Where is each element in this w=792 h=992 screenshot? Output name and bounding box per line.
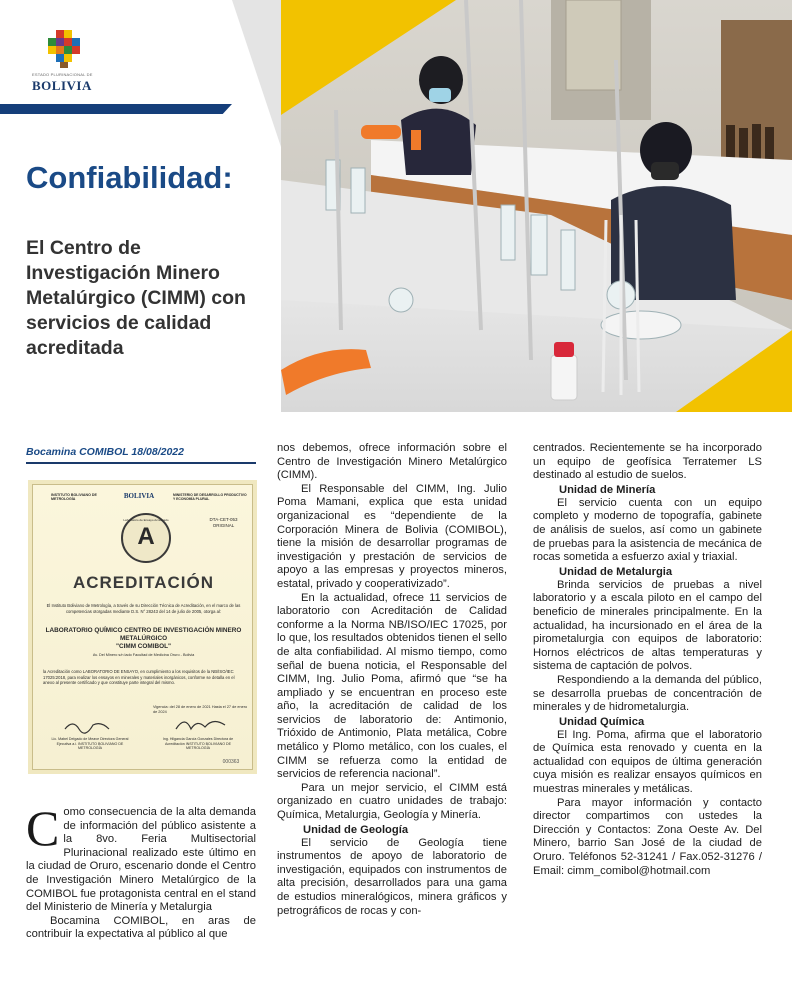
signature-right-icon: [173, 715, 228, 735]
certificate-country: BOLIVIA: [123, 492, 155, 500]
certificate-lab-name: LABORATORIO QUÍMICO CENTRO DE INVESTIGACIÓN MINERO METALÚRGICO: [45, 627, 242, 642]
certificate-ministry: MINISTERIO DE DESARROLLO PRODUCTIVO Y ECONOMÍA PLURAL: [173, 493, 247, 501]
drop-cap: C: [26, 800, 60, 856]
section-heading-mineria: Unidad de Minería: [559, 483, 656, 496]
paragraph: El Ing. Poma, afirma que el laboratorio de Química esta renovado y cuenta en la actualidad con equipos de última generación cuya misión es realizar ensayos químicos en muestras minerales y metálicas.: [533, 728, 762, 796]
page-title: Confiabilidad:: [26, 160, 233, 195]
signature-left-icon: [63, 717, 113, 735]
seal-ring-text: Laboratorio de Ensayo Acreditado: [123, 518, 169, 522]
paragraph: Respondiendo a la demanda del público, se desarrolla pruebas de concentración de minerales y de hidrometalurgia.: [533, 673, 762, 714]
certificate-signatory-left: Lic. Mabel Delgado de Meave Directora General Ejecutiva a.i. INSTITUTO BOLIVIANO DE METROLOGÍA: [51, 737, 129, 751]
certificate-original: ORIGINAL: [212, 523, 235, 528]
article-column-1: [26, 800, 256, 942]
paragraph: Brinda servicios de pruebas a nivel laboratorio y a escala piloto en el campo del beneficio de minerales principalmente. En la actualidad, ha incursionado en el área de la pirometalurgia con equipos de laboratorio: Hornos eléctricos de altas temperaturas y sistema de captación de polvos.: [533, 578, 762, 673]
certificate-address: Av. Del Minero s/n lado Facultad de Medicina Oruro - Bolivia: [92, 653, 195, 657]
article-column-3: [533, 442, 762, 878]
laboratory-photo: [281, 0, 792, 412]
certificate-issuer: INSTITUTO BOLIVIANO DE METROLOGÍA: [51, 493, 97, 501]
certificate-code: DTA-CET-053: [209, 517, 238, 522]
certificate-heading: ACREDITACIÓN: [72, 573, 215, 592]
article-subtitle: El Centro de Investigación Minero Metalúrgico (CIMM) con servicios de calidad acreditada: [26, 237, 246, 359]
bolivia-coat-of-arms-logo: [38, 28, 90, 70]
contact-paragraph: Para mayor información y contacto director compartimos con ustedes la Dirección y Contactos: Zona Oeste Av. Del Minero, barrio San José de la ciudad de Oruro. Teléfonos 52-31241 / Fax.052-31276 / Email: cimm_comibol@hotmail.com: [533, 796, 762, 877]
certificate-signatory-right: Ing. Hilgancia García Gonzales Directora de Acreditación INSTITUTO BOLIVIANO DE METROLOGÍA: [162, 737, 234, 751]
byline-divider: [26, 462, 256, 464]
accreditation-seal-icon: [121, 513, 171, 563]
certificate-lab-short: "CIMM COMIBOL": [115, 643, 172, 650]
section-heading-metalurgia: Unidad de Metalurgia: [559, 565, 673, 578]
intro-paragraph: [26, 800, 256, 915]
article-column-2: [277, 442, 507, 918]
paragraph: En la actualidad, ofrece 11 servicios de laboratorio con Acreditación de Calidad conforme a la Norma NB/ISO/IEC 17025, por lo que, los resultados obtenidos tienen el sello de alta confiabilidad. Al mismo tiempo, como señal de buena noticia, el Responsable del CIMM, Ing. Julio Poma, afirmó que “se ha ampliado y se encuentran en proceso este año, la acreditación de calidad de los servicios de laboratorio de: Antimonio, Trióxido de Antimonio, Plata metálica, Cobre metálico y Plomo metálico, con los cuales, el CIMM se refuerza como la entidad de servicios de referencia nacional”.: [277, 591, 507, 781]
certificate-body: la Acreditación como LABORATORIO DE ENSAYO, en cumplimiento a los requisitos de la NB/ISO/IEC 17025:2018, para realizar los ensayos en minerales y materiales inorgánicos, conforme se detalla en el anexo al presente certificado y que constituye parte integral del mismo.: [43, 669, 235, 686]
certificate-frame: [32, 484, 253, 770]
decorative-gray-triangle: [232, 0, 282, 150]
paragraph: Bocamina COMIBOL, en aras de contribuir la expectativa al público al que: [26, 914, 256, 941]
logo-wordmark: BOLIVIA: [32, 78, 92, 93]
seal-letter: A: [137, 523, 155, 550]
certificate-intro: El Instituto Boliviano de Metrología, a través de su Dirección Técnica de Acreditación, en el marco de las competencias otorgadas mediante D.S. N° 28243 del 14 de julio de 2005, otorga al:: [46, 603, 241, 614]
byline: Bocamina COMIBOL 18/08/2022: [26, 446, 184, 458]
section-heading-geologia: Unidad de Geología: [303, 823, 409, 836]
section-heading-quimica: Unidad Química: [559, 715, 645, 728]
header-blue-bar: [0, 104, 232, 114]
paragraph: centrados. Recientemente se ha incorporado un equipo de geofísica Terratemer LS destinado al estudio de suelos.: [533, 442, 762, 482]
intro-text: omo consecuencia de la alta demanda de información del público asistente a la 8vo. Feria Multisectorial Plurinacional realizado este último en la ciudad de Oruro, escenario donde el Centro de Investigación Minero Metalúrgico de la COMIBOL fue protagonista central en el stand del Ministerio de Minería y Metalurgia: [26, 806, 256, 914]
paragraph: El servicio cuenta con un equipo completo y moderno de topografía, gabinete de análisis de suelos, así como un gabinete de pruebas para la asistencia de mecánica de rocas sometida a esfuerzo axial y triaxial.: [533, 496, 762, 564]
logo-caption: ESTADO PLURINACIONAL DE: [32, 72, 93, 77]
paragraph: El servicio de Geología tiene instrumentos de apoyo de laboratorio de investigación, equipados con instrumentos de alta precisión, desarrollados para una gama de estudios mineralógicos, minera gráficos y petrográficos de rocas y con-: [277, 836, 507, 917]
certificate-serial: 000363: [222, 759, 240, 765]
paragraph: El Responsable del CIMM, Ing. Julio Poma Mamani, explica que esta unidad organizacional es “dependiente de la Corporación Minera de Bolivia (COMIBOL), tiene la misión de desarrollar programas de investigación y prestación de servicios de apoyo a las empresas y proyectos mineros, estatal, privado y cooperativizado”.: [277, 482, 507, 590]
paragraph: nos debemos, ofrece información sobre el Centro de Investigación Minero Metalúrgico (CIMM).: [277, 442, 507, 482]
paragraph: Para un mejor servicio, el CIMM está organizado en cuatro unidades de trabajo: Química, Metalurgia, Geología y Minería.: [277, 781, 507, 822]
certificate-validity: Vigencia: del 28 de enero de 2021 Hasta el 27 de enero de 2024: [153, 705, 248, 714]
accreditation-certificate-image: [28, 480, 257, 774]
